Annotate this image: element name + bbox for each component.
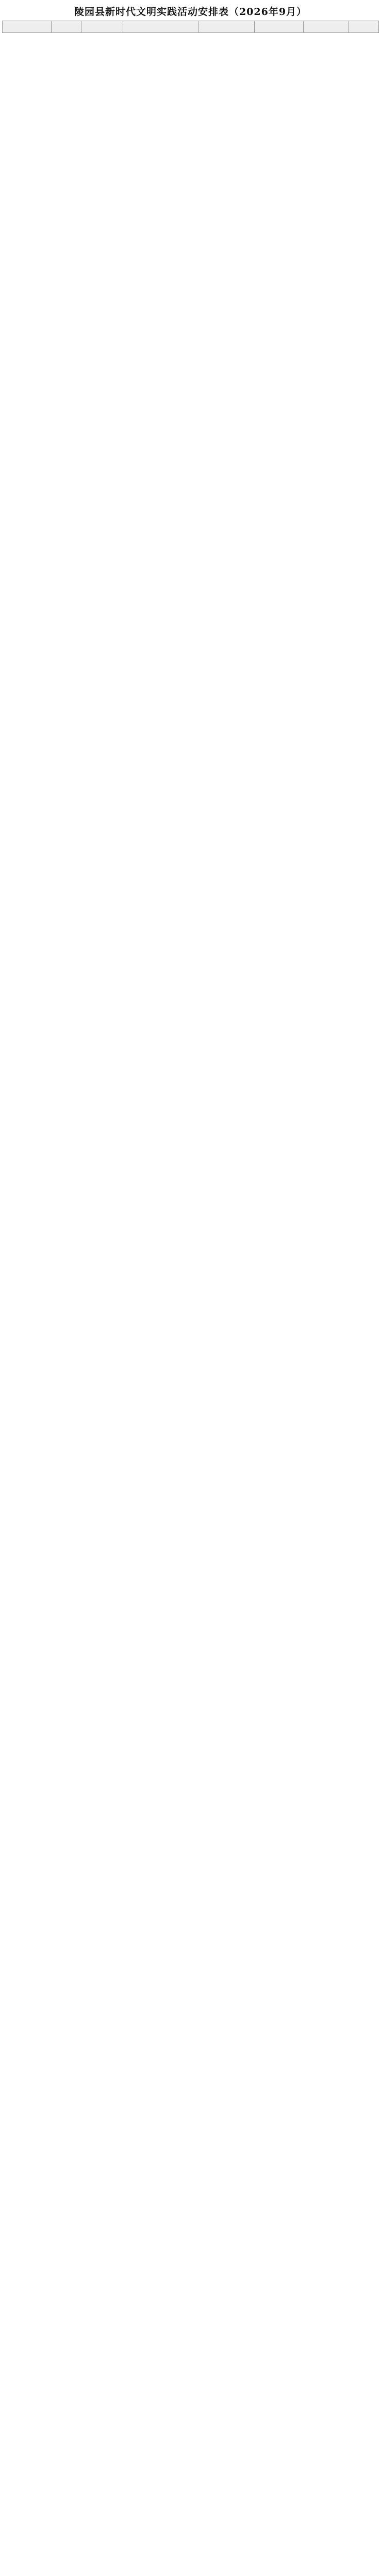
column-header bbox=[349, 21, 378, 33]
column-header bbox=[123, 21, 198, 33]
activity-schedule-table bbox=[2, 21, 379, 33]
page-title: 陵园县新时代文明实践活动安排表（2026年9月） bbox=[74, 6, 307, 18]
column-header bbox=[3, 21, 52, 33]
column-header bbox=[81, 21, 123, 33]
column-header bbox=[51, 21, 81, 33]
column-header bbox=[303, 21, 349, 33]
column-header bbox=[255, 21, 304, 33]
column-header bbox=[198, 21, 255, 33]
table-header-row bbox=[3, 21, 379, 33]
